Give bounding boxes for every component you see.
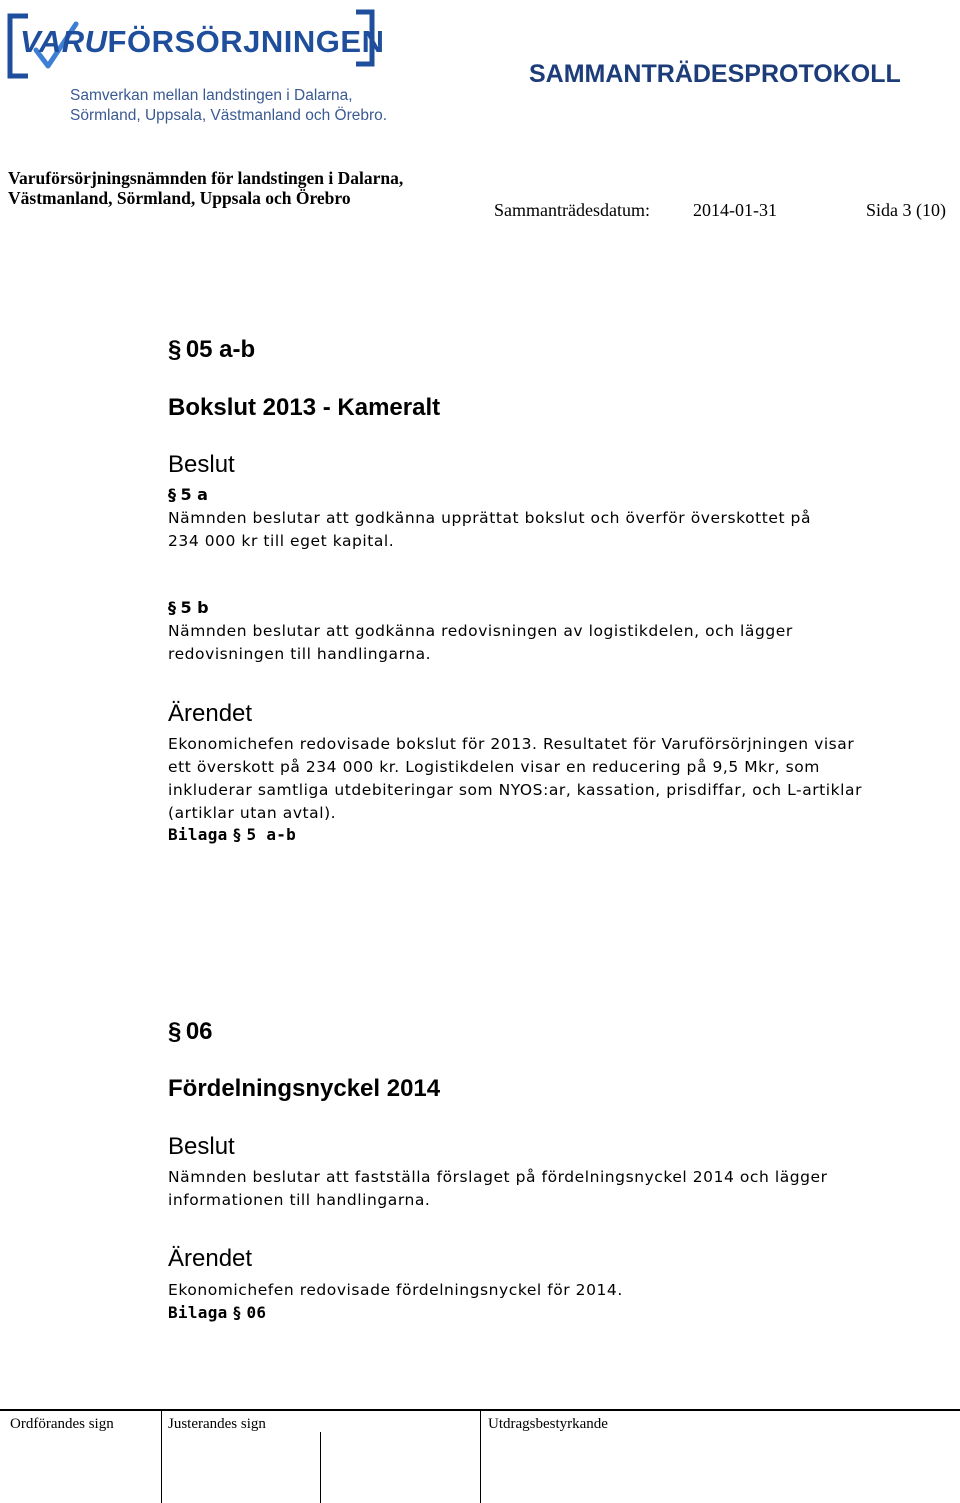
item-5b-label-row [168, 598, 960, 618]
item-label: 5 b [180, 598, 209, 617]
section-number: 06 [185, 1018, 213, 1045]
section-05-header [168, 336, 960, 364]
page-number: Sida 3 (10) [866, 200, 946, 220]
footer-column-divider [480, 1411, 481, 1503]
logo-subtitle [70, 86, 387, 126]
organization-name-line-1: Varuförsörjningsnämnden för landstingen i Dalarna, [8, 168, 404, 188]
item-label: 5 a [180, 485, 208, 504]
attachment-ref: 06 [246, 1303, 267, 1322]
beslut-heading: Beslut [168, 451, 235, 478]
paragraph-symbol-icon: § [168, 485, 176, 504]
extract-certification-label: Utdragsbestyrkande [488, 1416, 608, 1432]
arendet-heading: Ärendet [168, 1245, 253, 1272]
item-5b-text: Nämnden beslutar att godkänna redovisningen av logistikdelen, och lägger redovisningen till handlingarna. [168, 622, 793, 663]
section-06-header [168, 1018, 960, 1046]
paragraph-symbol-icon: § [168, 1018, 182, 1045]
chair-signature-label: Ordförandes sign [10, 1416, 114, 1432]
attachment-label: Bilaga [168, 1303, 228, 1322]
meeting-date-label: Sammanträdesdatum: [494, 200, 650, 220]
arendet-heading: Ärendet [168, 700, 253, 727]
logo-subtitle-line-1: Samverkan mellan landstingen i Dalarna, [70, 87, 353, 104]
item-5a-label-row [168, 485, 960, 505]
footer-column-divider [161, 1411, 162, 1503]
paragraph-symbol-icon: § [168, 598, 176, 617]
section-title: Bokslut 2013 - Kameralt [168, 394, 441, 421]
attachment-ref: 5 a-b [246, 825, 297, 844]
document-title: SAMMANTRÄDESPROTOKOLL [529, 60, 901, 88]
paragraph-symbol-icon: § [232, 1303, 242, 1322]
footer-column-divider [320, 1432, 321, 1503]
arendet-text: Ekonomichefen redovisade bokslut för 2013. Resultatet för Varuförsörjningen visar ett överskott på 234 000 kr. Logistikdelen visar en reducering på 9,5 Mkr, som inkluderar samtliga utdebiteringar som NYOS:ar, kassation, prisdiffar, och L-artiklar (artiklar utan avtal). [168, 735, 863, 822]
logo-wordmark [20, 24, 384, 60]
attachment-label: Bilaga [168, 825, 228, 844]
organization-name-line-2: Västmanland, Sörmland, Uppsala och Örebro [8, 188, 351, 208]
beslut-heading: Beslut [168, 1133, 235, 1160]
paragraph-symbol-icon: § [168, 336, 182, 363]
logo-wordmark-rest: FÖRSÖRJNINGEN [107, 24, 385, 59]
paragraph-symbol-icon: § [232, 825, 242, 844]
attachment-reference [168, 825, 960, 845]
section-title: Fördelningsnyckel 2014 [168, 1075, 441, 1102]
logo-wordmark-prefix: VARU [20, 24, 108, 59]
item-5a-text: Nämnden beslutar att godkänna upprättat bokslut och överför överskottet på 234 000 kr till eget kapital. [168, 509, 811, 550]
arendet-text: Ekonomichefen redovisade fördelningsnyckel för 2014. [168, 1281, 623, 1299]
section-number: 05 a-b [185, 336, 256, 363]
meeting-date-value: 2014-01-31 [693, 200, 777, 220]
organization-name [8, 168, 403, 208]
logo-subtitle-line-2: Sörmland, Uppsala, Västmanland och Örebro. [70, 107, 388, 124]
adjuster-signature-label: Justerandes sign [168, 1416, 266, 1432]
attachment-reference [168, 1303, 960, 1323]
beslut-text: Nämnden beslutar att fastställa förslaget på fördelningsnyckel 2014 och lägger informationen till handlingarna. [168, 1168, 828, 1209]
